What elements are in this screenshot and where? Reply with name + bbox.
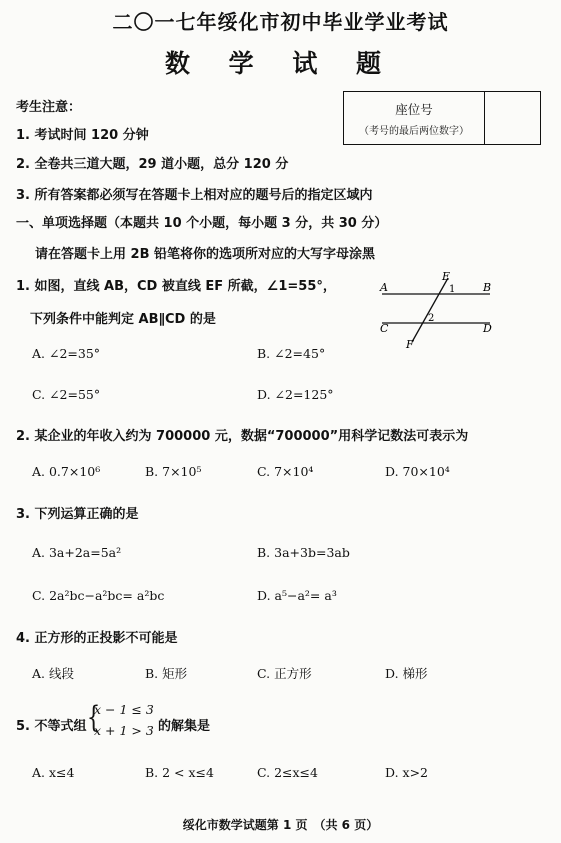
q2-option-b: B. 7×10⁵ bbox=[145, 464, 202, 479]
seat-hint: （考号的最后两位数字） bbox=[359, 126, 469, 137]
q3-option-c: C. 2a²bc−a²bc= a²bc bbox=[32, 588, 165, 603]
label-d: D bbox=[483, 322, 492, 335]
q1-option-d: D. ∠2=125° bbox=[257, 387, 334, 402]
q4-option-d: D. 梯形 bbox=[385, 666, 428, 681]
notice-item-1: 1. 考试时间 120 分钟 bbox=[16, 128, 149, 143]
label-e: E bbox=[442, 270, 451, 283]
q4-option-a: A. 线段 bbox=[32, 666, 74, 681]
q2-option-d: D. 70×10⁴ bbox=[385, 464, 450, 479]
q1-option-a: A. ∠2=35° bbox=[32, 346, 101, 361]
label-1: 1 bbox=[449, 284, 456, 295]
notice-item-2: 2. 全卷共三道大题，29 道小题，总分 120 分 bbox=[16, 157, 289, 172]
label-f: F bbox=[406, 338, 414, 350]
q1-option-b: B. ∠2=45° bbox=[257, 346, 326, 361]
seat-box-divider bbox=[484, 92, 485, 144]
q2-stem: 2. 某企业的年收入约为 700000 元，数据“700000”用科学记数法可表示为 bbox=[16, 429, 469, 444]
label-a: A bbox=[380, 281, 388, 294]
notice-heading: 考生注意： bbox=[16, 100, 82, 115]
q5-stem-suffix: 的解集是 bbox=[158, 719, 211, 734]
q3-option-b: B. 3a+3b=3ab bbox=[257, 545, 350, 560]
q3-option-a: A. 3a+2a=5a² bbox=[32, 545, 122, 560]
subject-title: 数 学 试 题 bbox=[164, 49, 397, 78]
q1-option-c: C. ∠2=55° bbox=[32, 387, 101, 402]
q3-option-d: D. a⁵−a²= a³ bbox=[257, 588, 337, 603]
notice-item-3: 3. 所有答案都必须写在答题卡上相对应的题号后的指定区域内 bbox=[16, 188, 373, 203]
seat-label: 座位号 bbox=[395, 102, 433, 117]
label-2: 2 bbox=[428, 313, 435, 324]
q5-option-d: D. x>2 bbox=[385, 765, 428, 780]
section1-heading: 一、单项选择题（本题共 10 个小题，每小题 3 分，共 30 分） bbox=[16, 216, 388, 231]
q1-figure bbox=[370, 268, 500, 350]
section1-instruction: 请在答题卡上用 2B 铅笔将你的选项所对应的大写字母涂黑 bbox=[35, 247, 376, 262]
q2-option-c: C. 7×10⁴ bbox=[257, 464, 314, 479]
q3-stem: 3. 下列运算正确的是 bbox=[16, 507, 139, 522]
label-b: B bbox=[483, 281, 492, 294]
line-ef bbox=[412, 278, 448, 342]
q4-stem: 4. 正方形的正投影不可能是 bbox=[16, 631, 178, 646]
q5-option-c: C. 2≤x≤4 bbox=[257, 765, 318, 780]
q4-option-c: C. 正方形 bbox=[257, 666, 312, 681]
q5-brace: { bbox=[86, 700, 101, 735]
seat-number-box bbox=[343, 91, 541, 145]
q5-inequality-2: x + 1 > 3 bbox=[94, 723, 154, 738]
page-footer: 绥化市数学试题第 1 页 （共 6 页） bbox=[182, 818, 379, 832]
q5-inequality-1: x − 1 ≤ 3 bbox=[94, 702, 154, 717]
exam-title: 二〇一七年绥化市初中毕业学业考试 bbox=[112, 10, 449, 34]
q5-option-b: B. 2 < x≤4 bbox=[145, 765, 214, 780]
q2-option-a: A. 0.7×10⁶ bbox=[32, 464, 101, 479]
q1-stem-line2: 下列条件中能判定 AB∥CD 的是 bbox=[30, 312, 216, 327]
label-c: C bbox=[380, 322, 389, 335]
q4-option-b: B. 矩形 bbox=[145, 666, 188, 681]
q5-option-a: A. x≤4 bbox=[32, 765, 75, 780]
q1-stem-line1: 1. 如图，直线 AB，CD 被直线 EF 所截，∠1=55°， bbox=[16, 279, 336, 294]
q5-stem-prefix: 5. 不等式组 bbox=[16, 719, 87, 734]
